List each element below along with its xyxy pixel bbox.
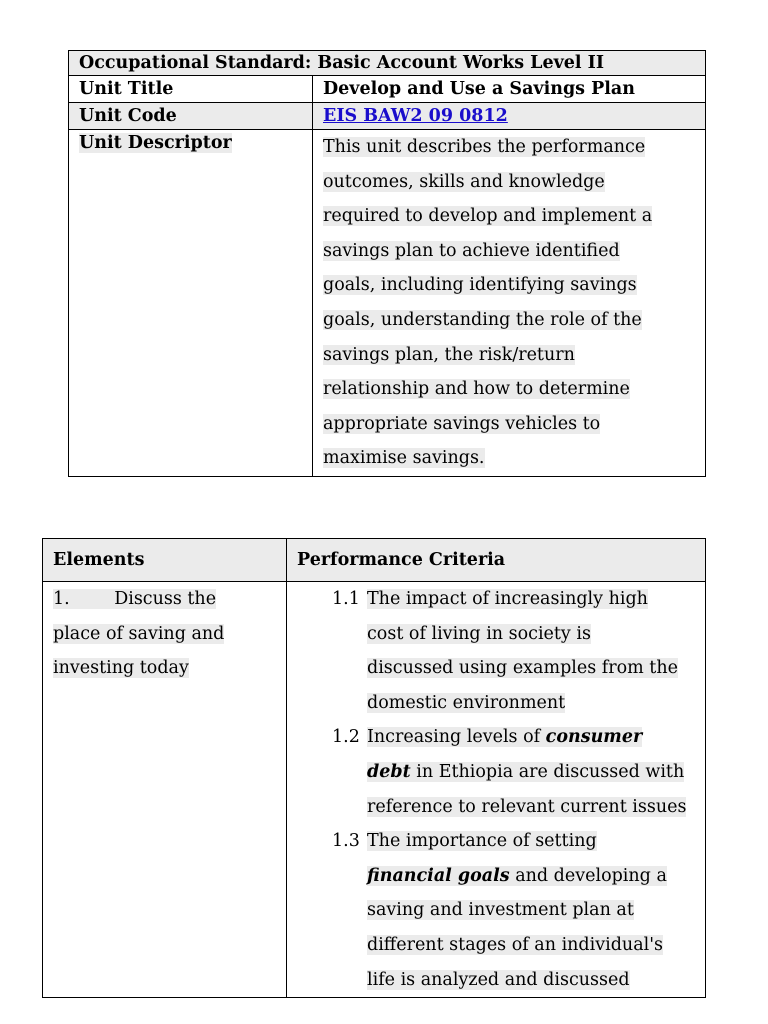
unit-title-row [69,76,706,103]
unit-title-label: Unit Title [69,76,313,103]
criterion-1-2 [287,720,705,824]
descriptor-line: goals, including identifying savings [323,275,637,296]
criterion-text: Increasing levels of [367,727,546,748]
descriptor-line: appropriate savings vehicles to [323,413,601,434]
unit-descriptor-row [69,130,706,477]
criterion-line [367,727,642,747]
table-row [43,582,706,998]
descriptor-line: savings plan, the risk/return [323,344,575,365]
element-cell [43,582,287,998]
criterion-line [367,866,667,886]
unit-title-value: Develop and Use a Savings Plan [313,76,706,103]
elements-header: Elements [43,539,287,582]
unit-info-table [68,50,706,477]
descriptor-line: required to develop and implement a [323,206,653,227]
unit-descriptor-text [313,130,706,477]
table-header-row [43,539,706,582]
element-line: 1. Discuss the [53,589,217,609]
criterion-number: 1.3 [332,831,360,852]
descriptor-line: savings plan to achieve identified [323,240,620,261]
unit-code-label: Unit Code [69,103,313,130]
criterion-1-3 [287,824,705,997]
criterion-line: saving and investment plan at [367,900,634,921]
unit-code-row [69,103,706,130]
unit-descriptor-label: Unit Descriptor [79,133,232,153]
descriptor-line: This unit describes the performance [323,137,646,157]
debt-term: debt [367,761,411,782]
criterion-line: reference to relevant current issues [367,796,687,817]
criterion-line: different stages of an individual's [367,934,664,955]
performance-criteria-table [42,538,706,998]
criterion-text: in Ethiopia are discussed with [410,761,685,782]
occupational-standard-header: Occupational Standard: Basic Account Works Level II [69,51,706,76]
criterion-number: 1.1 [332,589,360,609]
criterion-text: and developing a [509,865,667,886]
criterion-line [367,762,684,782]
criterion-line: cost of living in society is [367,623,591,644]
table-header-row [69,51,706,76]
unit-code-link[interactable]: EIS BAW2 09 0812 [323,106,508,126]
descriptor-line: goals, understanding the role of the [323,309,642,330]
element-line: place of saving and [53,623,225,644]
criterion-line: The importance of setting [367,831,597,852]
criterion-line: domestic environment [367,692,566,713]
criterion-line: The impact of increasingly high [367,589,648,609]
criterion-line: life is analyzed and discussed [367,969,630,990]
criterion-line: discussed using examples from the [367,658,678,679]
descriptor-line: relationship and how to determine [323,379,630,400]
descriptor-line: maximise savings. [323,448,485,469]
consumer-term: consumer [545,727,643,748]
descriptor-line: outcomes, skills and knowledge [323,171,605,192]
criterion-1-1 [287,582,705,720]
criteria-cell [287,582,706,998]
performance-criteria-header: Performance Criteria [287,539,706,582]
criterion-number: 1.2 [332,727,360,748]
element-line: investing today [53,658,189,679]
financial-goals-term: financial goals [367,865,510,886]
